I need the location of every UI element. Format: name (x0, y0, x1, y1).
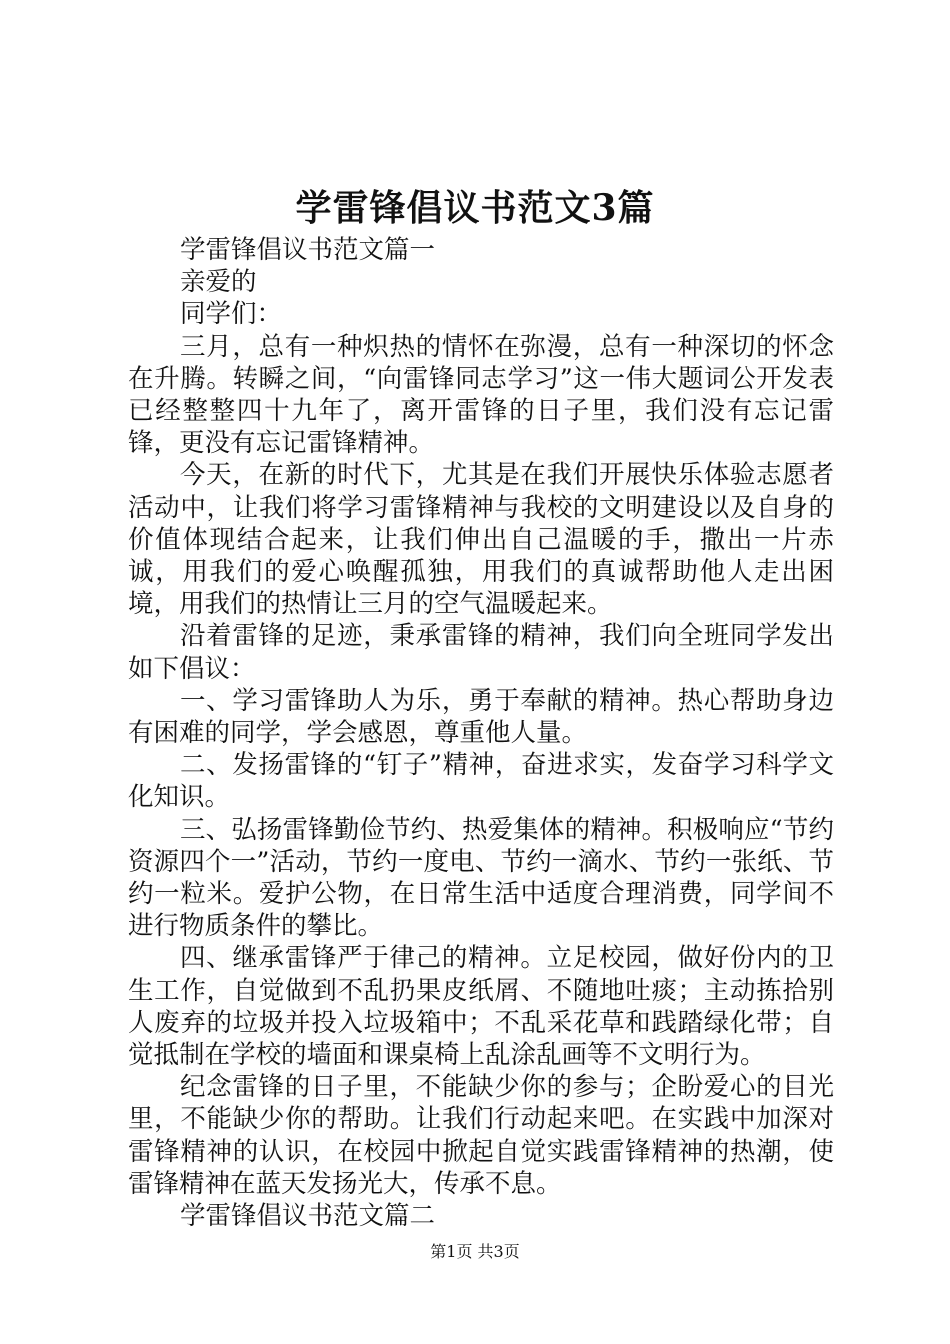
body-paragraph: 三月，总有一种炽热的情怀在弥漫，总有一种深切的怀念在升腾。转瞬之间，“向雷锋同志学习”这一伟大题词公开发表已经整整四十九年了，离开雷锋的日子里，我们没有忘记雷锋，更没有忘记雷锋精神。 (128, 331, 834, 459)
document-body (128, 234, 834, 1232)
section-heading-2: 学雷锋倡议书范文篇二 (180, 1201, 436, 1232)
section-heading-1: 学雷锋倡议书范文篇一 (180, 235, 436, 265)
body-paragraph: 今天，在新的时代下，尤其是在我们开展快乐体验志愿者活动中，让我们将学习雷锋精神与我校的文明建设以及自身的价值体现结合起来，让我们伸出自己温暖的手，撒出一片赤诚，用我们的爱心唤醒孤独，用我们的真诚帮助他人走出困境，用我们的热情让三月的空气温暖起来。 (128, 460, 834, 620)
proposal-item-3: 三、弘扬雷锋勤俭节约、热爱集体的精神。积极响应“节约资源四个一”活动，节约一度电、节约一滴水、节约一张纸、节约一粒米。爱护公物，在日常生活中适度合理消费，同学间不进行物质条件的攀比。 (128, 814, 834, 942)
proposal-item-2: 二、发扬雷锋的“钉子”精神，奋进求实，发奋学习科学文化知识。 (128, 750, 834, 813)
proposal-item-4: 四、继承雷锋严于律己的精神。立足校园，做好份内的卫生工作，自觉做到不乱扔果皮纸屑、不随地吐痰；主动拣拾别人废弃的垃圾并投入垃圾箱中；不乱采花草和践踏绿化带；自觉抵制在学校的墙面和课桌椅上乱涂乱画等不文明行为。 (128, 943, 834, 1071)
salutation-line-1: 亲爱的 (180, 267, 257, 298)
body-paragraph: 纪念雷锋的日子里，不能缺少你的参与；企盼爱心的目光里，不能缺少你的帮助。让我们行动起来吧。在实践中加深对雷锋精神的认识，在校园中掀起自觉实践雷锋精神的热潮，使雷锋精神在蓝天发扬光大，传承不息。 (128, 1072, 834, 1199)
page-footer: 第1页 共3页 (430, 1242, 520, 1261)
body-paragraph: 沿着雷锋的足迹，秉承雷锋的精神，我们向全班同学发出如下倡议： (128, 621, 834, 684)
document-title: 学雷锋倡议书范文3篇 (295, 187, 655, 229)
salutation-line-2: 同学们： (180, 299, 283, 330)
proposal-item-1: 一、学习雷锋助人为乐，勇于奉献的精神。热心帮助身边有困难的同学，学会感恩，尊重他人量。 (128, 685, 834, 749)
